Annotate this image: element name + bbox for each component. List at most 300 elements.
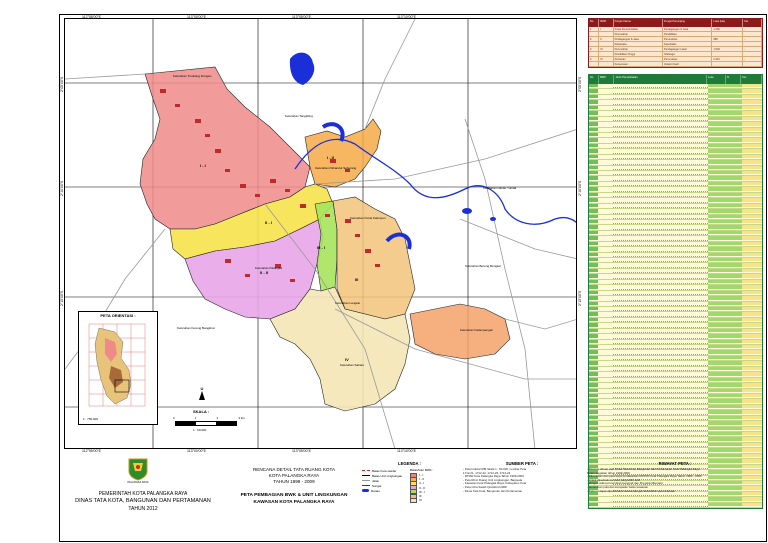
label-kalampangan: Kelurahan Kalampangan [460,328,494,332]
coord-bottom-3: 113°05'00"E [292,449,312,453]
table2-cell [727,437,742,440]
table2-cell [613,274,708,278]
table2-cell [742,171,762,174]
table1-header [589,19,762,27]
table2-cell [589,182,598,185]
zone-label-ii-i: II - I [265,220,272,225]
north-label: U [200,386,204,391]
table2-cell [727,247,742,250]
table2-cell [708,356,727,359]
bwk-item-label: IV [419,498,422,503]
table2-cell [727,182,742,185]
plan-title-1: RENCANA DETAIL TATA RUANG KOTA [252,467,336,472]
table2-cell [613,198,708,202]
table2-cell [589,307,598,310]
table2-cell [708,291,727,294]
table2-cell [598,160,613,163]
table2-cell [742,340,762,343]
coord-top-4: 113°10'00"E [397,14,417,19]
table2-cell [727,432,742,435]
table2-cell [613,312,708,316]
coord-bottom-1: 112°55'00"E [82,449,102,453]
table2-cell [613,95,708,99]
table2-cell [727,378,742,381]
table2-cell [598,378,613,381]
table2-cell [727,416,742,419]
table2-cell [589,198,598,201]
label-bereng: Kelurahan Bereng Bengkel [465,264,501,268]
table2-cell [742,89,762,92]
table2-cell [742,421,762,424]
table1-cell: Pariwisata [614,42,663,46]
table2-cell [589,291,598,294]
table2-cell [589,312,598,315]
table2-cell [589,253,598,256]
table1-cell: Perumahan [663,57,712,61]
table2-cell [598,443,613,446]
table2-cell [589,372,598,375]
table1-cell: 1 [589,27,599,31]
history-line: Dalam kegiatan tahun 1999-2009 [587,470,630,475]
table2-cell [727,350,742,353]
table2-cell [708,410,727,413]
table2-cell [742,329,762,332]
table2-cell [727,204,742,207]
table2-cell [598,269,613,272]
scale-tick-0: 0 [173,416,175,420]
table2-cell [708,312,727,315]
table2-cell [613,149,708,153]
table2-cell [598,263,613,266]
table2-cell [742,280,762,283]
legend-item [362,488,410,493]
table2-cell [742,106,762,109]
history-line: - Peta ini dapat diperbaharui sesuai dengan kebutuhan perencanaan [587,488,675,493]
table2-cell [589,285,598,288]
table2-cell [613,160,708,164]
table2-cell [613,89,708,93]
table2-cell [727,187,742,190]
table2-cell [598,389,613,392]
table2-cell [727,274,742,277]
label-petuk-ketimpun: Kelurahan Petuk Katimpun [350,216,386,220]
table2-cell [708,443,727,446]
table2-cell [613,182,708,186]
coord-left-2: 2°10'00"S [60,180,64,196]
table2-cell [742,378,762,381]
table2-cell [727,389,742,392]
bwk-item-label: III [419,494,422,499]
table2-cell [742,258,762,261]
table1-cell [743,32,762,36]
table2-cell [708,421,727,424]
table2-cell [589,225,598,228]
table2-cell [613,193,708,197]
bwk-title: Batas/Gkn BWK : [410,468,434,472]
table2-cell [613,421,708,425]
table2-cell [589,340,598,343]
table2-cell [742,198,762,201]
table1-cell [743,52,762,56]
table2-cell [589,231,598,234]
table2-cell [598,236,613,239]
table2-cell [742,111,762,114]
table2-cell [742,443,762,446]
table2-cell [727,405,742,408]
table2-cell [727,307,742,310]
table1-cell [599,52,613,56]
table2-cell [742,160,762,163]
table2-cell [613,350,708,354]
table2-cell [598,285,613,288]
table2-cell [598,253,613,256]
table2-cell [589,100,598,103]
coord-right-2: 2°10'00"S [578,180,582,196]
table2-cell [727,144,742,147]
table2-cell [598,427,613,430]
table2-cell [589,171,598,174]
table1-cell: 980 [712,37,743,41]
table2-cell [613,427,708,431]
table2-cell [708,182,727,185]
table2-cell [727,427,742,430]
table2-cell [613,378,708,382]
table2-cell [613,291,708,295]
table1-cell [589,62,599,66]
table1-cell [599,32,613,36]
table2-cell [742,263,762,266]
table2-cell [589,323,598,326]
table2-cell [598,296,613,299]
north-arrow [196,386,208,400]
table2-cell [742,285,762,288]
table2-cell [727,215,742,218]
shield-icon [127,457,149,481]
table1-cell: - [743,37,762,41]
table2-cell [708,432,727,435]
table1-cell [589,52,599,56]
table2-cell [598,155,613,158]
table2-cell [598,187,613,190]
bwk-swatch [410,498,417,503]
table2-cell [598,89,613,92]
table2-cell [708,231,727,234]
table2-cell [613,144,708,148]
table2-cell [613,302,708,306]
table2-cell [727,84,742,87]
table1-cell: III [599,47,613,51]
legend-item-label: Jalan [372,478,380,483]
table2-cell [742,389,762,392]
inset-title: PETA ORIENTASI : [100,313,136,318]
table2-cell [589,367,598,370]
table2-cell [613,231,708,235]
table2-cell [727,160,742,163]
table2-cell [742,350,762,353]
zone-label-iii-i: III - I [317,245,325,250]
table2-cell [727,171,742,174]
table2-cell [742,345,762,348]
table2-cell [598,106,613,109]
table2-cell [708,383,727,386]
table2-cell [589,383,598,386]
coord-right-1: 2°05'00"S [578,76,582,92]
table2-cell [742,133,762,136]
table2-cell [742,182,762,185]
table2-cell [708,416,727,419]
table2-cell [613,405,708,409]
table2-cell [589,160,598,163]
table2-cell [727,117,742,120]
table2-cell [613,263,708,267]
table2-cell [727,302,742,305]
table2-cell [598,209,613,212]
table2-cell [727,128,742,131]
table2-cell [727,372,742,375]
table2-cell [727,236,742,239]
table1-cell: 4 [589,57,599,61]
table2-cell [613,296,708,300]
table2-cell [598,247,613,250]
bwk-item [410,498,456,502]
table2-cell [598,367,613,370]
table2-cell [727,193,742,196]
table2-cell [727,269,742,272]
table1-cell: II [599,37,613,41]
table2-cell [708,405,727,408]
table2-cell [598,312,613,315]
table1-cell: Pusat Pemerintahan [614,27,663,31]
table2-cell [613,166,708,170]
table2-cell [589,144,598,147]
table2-cell [727,89,742,92]
table1-body [589,27,762,67]
table1-cell: 2.310 [712,57,743,61]
table2-cell [613,138,708,142]
table2-cell [727,394,742,397]
table2-cell [589,437,598,440]
table1-cell: - [743,57,762,61]
table2-cell [708,204,727,207]
table2-cell [613,122,708,126]
legend-title: LEGENDA : [398,461,421,466]
table2-cell [727,334,742,337]
table2-cell [708,263,727,266]
table2-cell [613,437,708,441]
history-line: - dengan adanya koordinat Geografi dan Proyeksi Mercator [587,481,664,486]
table2-cell [727,198,742,201]
table2-cell [598,144,613,147]
table2-cell [613,394,708,398]
table2-cell [613,106,708,110]
table2-cell [727,225,742,228]
table2-cell [742,117,762,120]
table2-cell [742,193,762,196]
table1-cell: Industri Kecil [663,62,712,66]
land-use-table [588,74,763,509]
table1-cell: Konservasi [614,62,663,66]
table2-cell [598,307,613,310]
table2-cell [708,215,727,218]
table2-cell [589,166,598,169]
table2-cell [589,133,598,136]
table2-cell [613,220,708,224]
table2-cell [727,448,742,451]
table2-cell [742,100,762,103]
inset-scale: 1 : 750.000 [83,417,99,421]
line-icon [362,470,370,471]
table2-cell [613,204,708,208]
legend-item-label: Batas Kota sekitar [372,468,397,473]
table2-cell [613,318,708,322]
bwk-item-label: I - II [419,477,425,482]
coord-left-1: 2°05'00"S [60,76,64,92]
table2-cell [742,410,762,413]
table2-cell [727,356,742,359]
table2-cell [742,128,762,131]
table2-cell [589,350,598,353]
table2-cell [589,378,598,381]
table2-cell [589,443,598,446]
table2-cell [742,242,762,245]
right-info-panel [588,18,763,509]
table2-cell [598,138,613,141]
table2-cell [727,133,742,136]
table1-cell [743,62,762,66]
table2-cell [589,149,598,152]
zone-label-ii-ii: II - II [260,270,268,275]
table2-cell [598,405,613,408]
table2-cell [589,258,598,261]
coord-left-3: 2°15'00"S [60,290,64,306]
table2-cell [613,443,708,447]
table2-cell [727,106,742,109]
table1-cell [712,62,743,66]
table2-cell [742,394,762,397]
table2-cell [589,111,598,114]
table2-cell [708,372,727,375]
table2-cell [613,361,708,365]
table2-cell [598,133,613,136]
table2-cell [613,155,708,159]
table2-cell [742,269,762,272]
table2-cell [589,117,598,120]
table2-cell [598,350,613,353]
table1-cell: Olahraga [663,52,712,56]
main-map[interactable] [64,18,577,449]
table2-cell [727,291,742,294]
table2-cell [742,122,762,125]
t1-h-penunjang: Fungsi Penunjang [663,19,712,27]
table2-cell [589,345,598,348]
table2-cell [613,307,708,311]
table2-cell [589,427,598,430]
table2-cell [742,144,762,147]
table2-cell [708,340,727,343]
scale-bar [175,421,237,426]
table2-cell [708,389,727,392]
table2-cell [613,117,708,121]
legend-item-label: Batas Unit Lingkungan [372,473,403,478]
map-title-2: KAWASAN KOTA PALANGKA RAYA [253,500,335,505]
label-langkai: Kelurahan Langkai [335,301,361,305]
table2-body [589,84,762,508]
table2-cell [589,394,598,397]
table2-cell [613,225,708,229]
table2-cell [589,89,598,92]
line-icon [362,480,370,481]
table2-cell [708,106,727,109]
scale-title: SKALA : [193,409,210,414]
table1-cell: 3 [589,47,599,51]
source-title: SUMBER PETA : [505,461,539,466]
history-line: - Diturunkan dari peta kerja berdasarkan RDTRK Kota Palangka Raya Tahun 1999 - 2009 [587,474,702,479]
logo-caption: PALANGKA RAYA [127,481,149,484]
table2-cell [589,274,598,277]
table2-cell [708,166,727,169]
table2-cell [589,236,598,239]
table2-cell [708,253,727,256]
table2-cell [598,149,613,152]
t1-h-luas: Luas (Ha) [712,19,743,27]
table2-cell [708,334,727,337]
source-line: 1712-21, 1712-22, 1712-23, 1712-24 [463,470,511,475]
table2-cell [589,405,598,408]
table2-cell [742,416,762,419]
table2-cell [727,149,742,152]
table2-cell [708,285,727,288]
table2-cell [708,323,727,326]
label-tangkiling: Kelurahan Tangkiling [285,114,313,118]
table2-header [589,75,762,84]
table2-cell [598,291,613,294]
table1-cell [599,42,613,46]
table2-cell [598,383,613,386]
table2-cell [598,394,613,397]
table2-cell [589,193,598,196]
table2-cell [742,312,762,315]
label-palangka: Kelurahan Palangka [255,266,283,270]
city-logo [127,457,149,481]
table2-cell [589,302,598,305]
table2-cell [742,356,762,359]
table2-cell [742,166,762,169]
table2-cell [742,372,762,375]
table2-cell [742,138,762,141]
org-line-3: TAHUN 2012 [128,506,158,512]
table2-cell [742,399,762,402]
table2-cell [742,215,762,218]
table2-cell [727,95,742,98]
table1-cell: Perumahan [614,32,663,36]
org-line-2: DINAS TATA KOTA, BANGUNAN DAN PERTAMANAN [75,498,211,504]
table2-cell [598,372,613,375]
table1-cell: Pertanian [614,57,663,61]
label-tumbang-rungan: Kelurahan Tumbang Rungan [173,74,212,78]
table2-cell [708,280,727,283]
table2-cell [598,340,613,343]
table2-cell [589,106,598,109]
table2-cell [613,372,708,376]
label-sabaru: Kelurahan Sabaru [340,363,365,367]
bwk-function-table [588,18,763,68]
table1-cell: Perdagangan & Jasa [663,27,712,31]
table2-cell [613,242,708,246]
table2-cell [598,421,613,424]
table2-cell [589,296,598,299]
table1-cell: 1.250 [712,27,743,31]
table2-cell [708,138,727,141]
